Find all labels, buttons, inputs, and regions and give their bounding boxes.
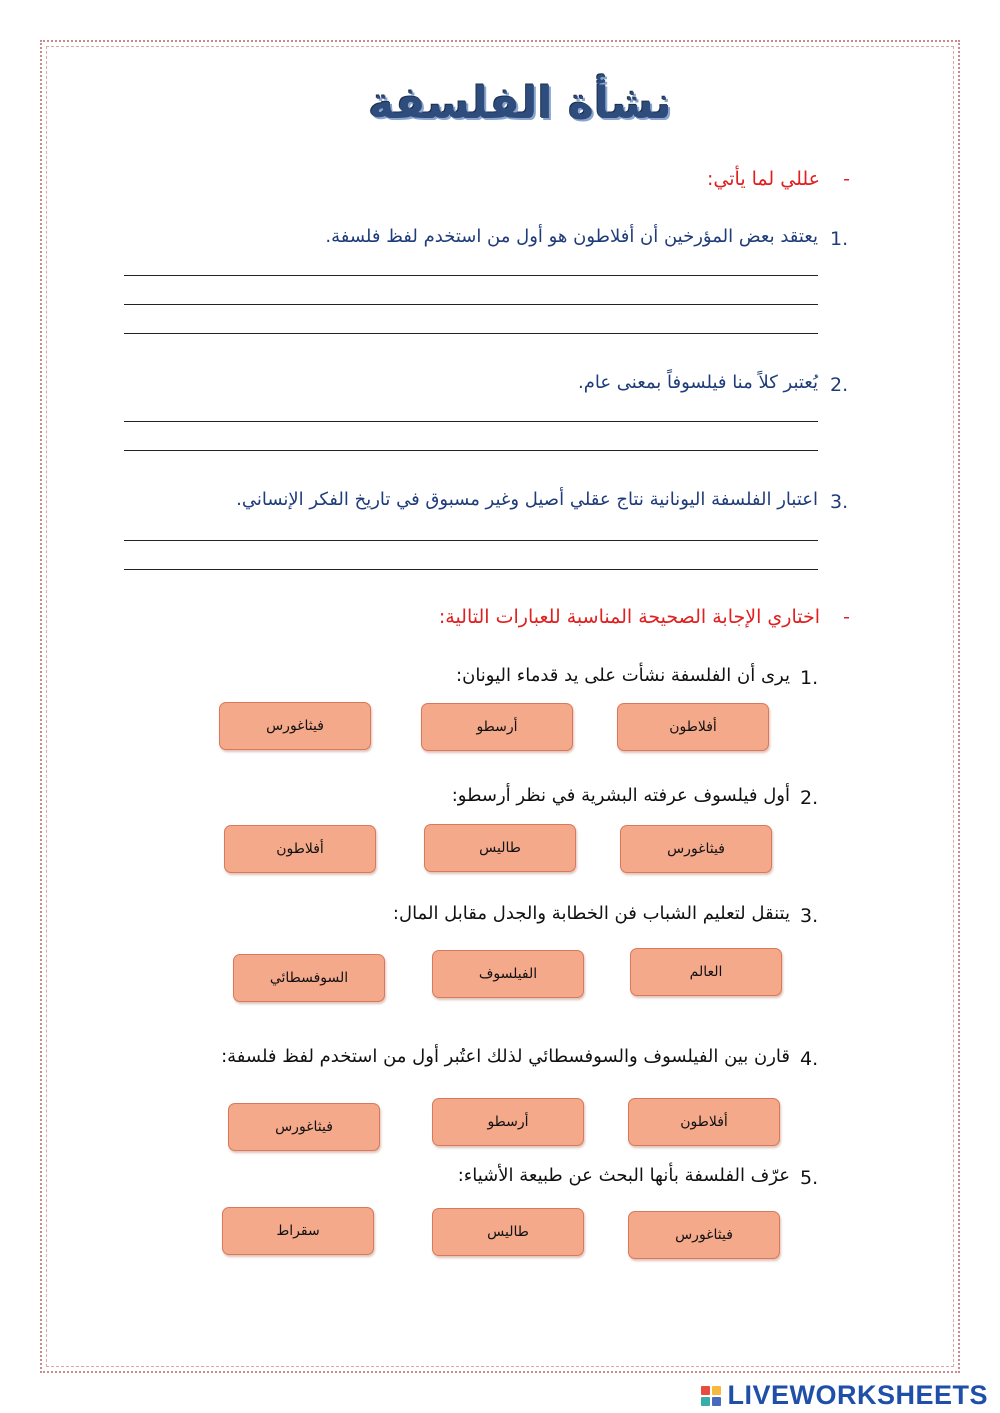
section2-q2-number: 2.: [800, 787, 819, 809]
section1-q2-number: 2.: [830, 374, 849, 396]
liveworksheets-brand: [701, 1380, 988, 1411]
section1-bullet: -: [843, 168, 850, 190]
answer-line[interactable]: [124, 275, 818, 276]
logo-square: [712, 1386, 721, 1395]
section2-q4-text: قارن بين الفيلسوف والسوفسطائي لذلك اعتُبر أول من استخدم لفظ فلسفة:: [221, 1046, 790, 1067]
section1-q1-text: يعتقد بعض المؤرخين أن أفلاطون هو أول من استخدم لفظ فلسفة.: [325, 226, 818, 247]
answer-line[interactable]: [124, 450, 818, 451]
answer-option[interactable]: فيثاغورس: [228, 1103, 380, 1151]
liveworksheets-wordmark: LIVEWORKSHEETS: [727, 1380, 988, 1410]
worksheet-title: نشأة الفلسفة: [368, 78, 672, 129]
liveworksheets-logo-icon: [701, 1386, 721, 1406]
logo-square: [701, 1386, 710, 1395]
section1-q3-text: اعتبار الفلسفة اليونانية نتاج عقلي أصيل وغير مسبوق في تاريخ الفكر الإنساني.: [236, 489, 818, 510]
answer-option[interactable]: أرسطو: [432, 1098, 584, 1146]
section2-q2-text: أول فيلسوف عرفته البشرية في نظر أرسطو:: [451, 785, 790, 806]
answer-line[interactable]: [124, 304, 818, 305]
section2-q5-number: 5.: [800, 1167, 819, 1189]
section1-q1-number: 1.: [830, 228, 849, 250]
section1-q2-text: يُعتبر كلاً منا فيلسوفاً بمعنى عام.: [577, 372, 818, 393]
answer-line[interactable]: [124, 333, 818, 334]
section2-q1-number: 1.: [800, 667, 819, 689]
answer-line[interactable]: [124, 569, 818, 570]
section2-q5-text: عرّف الفلسفة بأنها البحث عن طبيعة الأشياء:: [457, 1165, 790, 1186]
logo-square: [712, 1397, 721, 1406]
section2-q4-number: 4.: [800, 1048, 819, 1070]
section2-q1-text: يرى أن الفلسفة نشأت على يد قدماء اليونان:: [456, 665, 790, 686]
answer-option[interactable]: فيثاغورس: [628, 1211, 780, 1259]
answer-option[interactable]: أفلاطون: [224, 825, 376, 873]
answer-line[interactable]: [124, 421, 818, 422]
logo-square: [701, 1397, 710, 1406]
section2-bullet: -: [843, 606, 850, 628]
section1-q3-number: 3.: [830, 491, 849, 513]
answer-line[interactable]: [124, 540, 818, 541]
answer-option[interactable]: طاليس: [432, 1208, 584, 1256]
answer-option[interactable]: سقراط: [222, 1207, 374, 1255]
section2-q3-number: 3.: [800, 905, 819, 927]
answer-option[interactable]: أفلاطون: [628, 1098, 780, 1146]
answer-option[interactable]: فيثاغورس: [620, 825, 772, 873]
answer-option[interactable]: العالم: [630, 948, 782, 996]
answer-option[interactable]: أفلاطون: [617, 703, 769, 751]
section2-heading: اختاري الإجابة الصحيحة المناسبة للعبارات التالية:: [438, 606, 820, 628]
answer-option[interactable]: فيثاغورس: [219, 702, 371, 750]
answer-option[interactable]: طاليس: [424, 824, 576, 872]
answer-option[interactable]: السوفسطائي: [233, 954, 385, 1002]
section1-heading: عللي لما يأتي:: [707, 168, 820, 190]
answer-option[interactable]: أرسطو: [421, 703, 573, 751]
answer-option[interactable]: الفيلسوف: [432, 950, 584, 998]
section2-q3-text: يتنقل لتعليم الشباب فن الخطابة والجدل مقابل المال:: [392, 903, 790, 924]
